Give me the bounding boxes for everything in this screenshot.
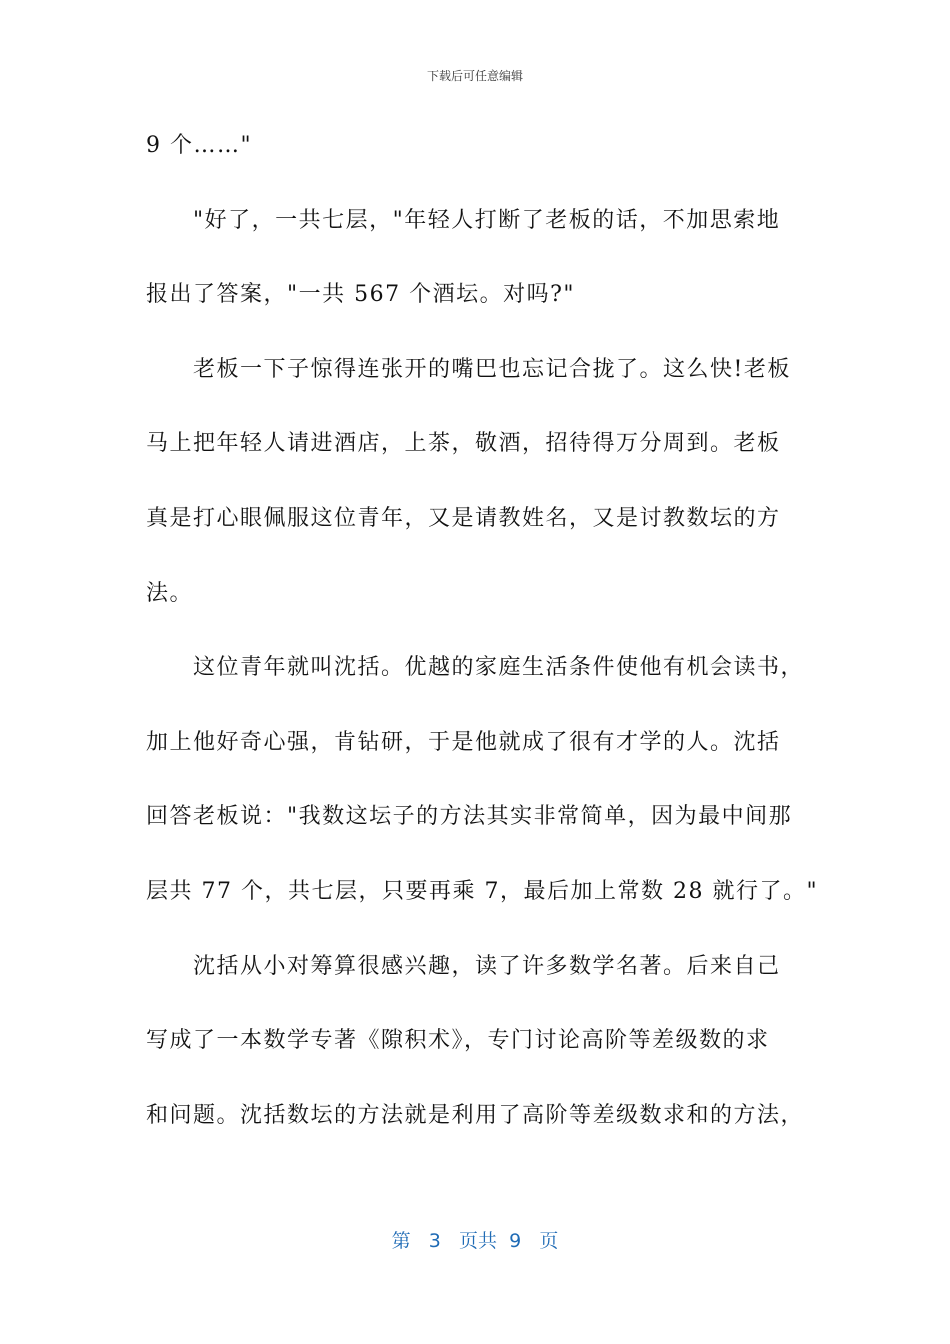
text-line: 回答老板说："我数这坛子的方法其实非常简单，因为最中间那 (146, 804, 793, 830)
current-page-number: 3 (428, 1230, 441, 1252)
footer-prefix: 第 (391, 1230, 411, 1252)
text-line: 加上他好奇心强，肯钻研，于是他就成了很有才学的人。沈括 (146, 729, 781, 755)
text-line: 这位青年就叫沈括。优越的家庭生活条件使他有机会读书， (193, 655, 805, 681)
text-line: 报出了答案，"一共 567 个酒坛。对吗?" (146, 282, 576, 308)
text-line: 马上把年轻人请进酒店，上茶，敬酒，招待得万分周到。老板 (146, 431, 781, 457)
page-footer (0, 1226, 950, 1253)
footer-suffix: 页 (539, 1230, 559, 1252)
text-line: "好了，一共七层，"年轻人打断了老板的话，不加思索地 (193, 207, 781, 233)
text-line: 法。 (146, 580, 194, 606)
text-line: 和问题。沈括数坛的方法就是利用了高阶等差级数求和的方法， (146, 1102, 805, 1128)
text-line: 沈括从小对筹算很感兴趣，读了许多数学名著。后来自己 (193, 953, 781, 979)
text-line: 老板一下子惊得连张开的嘴巴也忘记合拢了。这么快!老板 (193, 356, 791, 382)
text-line: 9 个……" (146, 133, 253, 158)
footer-middle: 页共 (459, 1230, 498, 1252)
text-line: 写成了一本数学专著《隙积术》，专门讨论高阶等差级数的求 (146, 1028, 770, 1054)
text-line: 层共 77 个，共七层，只要再乘 7，最后加上常数 28 就行了。" (146, 878, 819, 904)
document-body (146, 126, 819, 1170)
page-header: 下载后可任意编辑 (426, 69, 523, 83)
text-line: 真是打心眼佩服这位青年，又是请教姓名，又是讨教数坛的方 (146, 505, 781, 531)
total-pages-number: 9 (509, 1230, 522, 1252)
